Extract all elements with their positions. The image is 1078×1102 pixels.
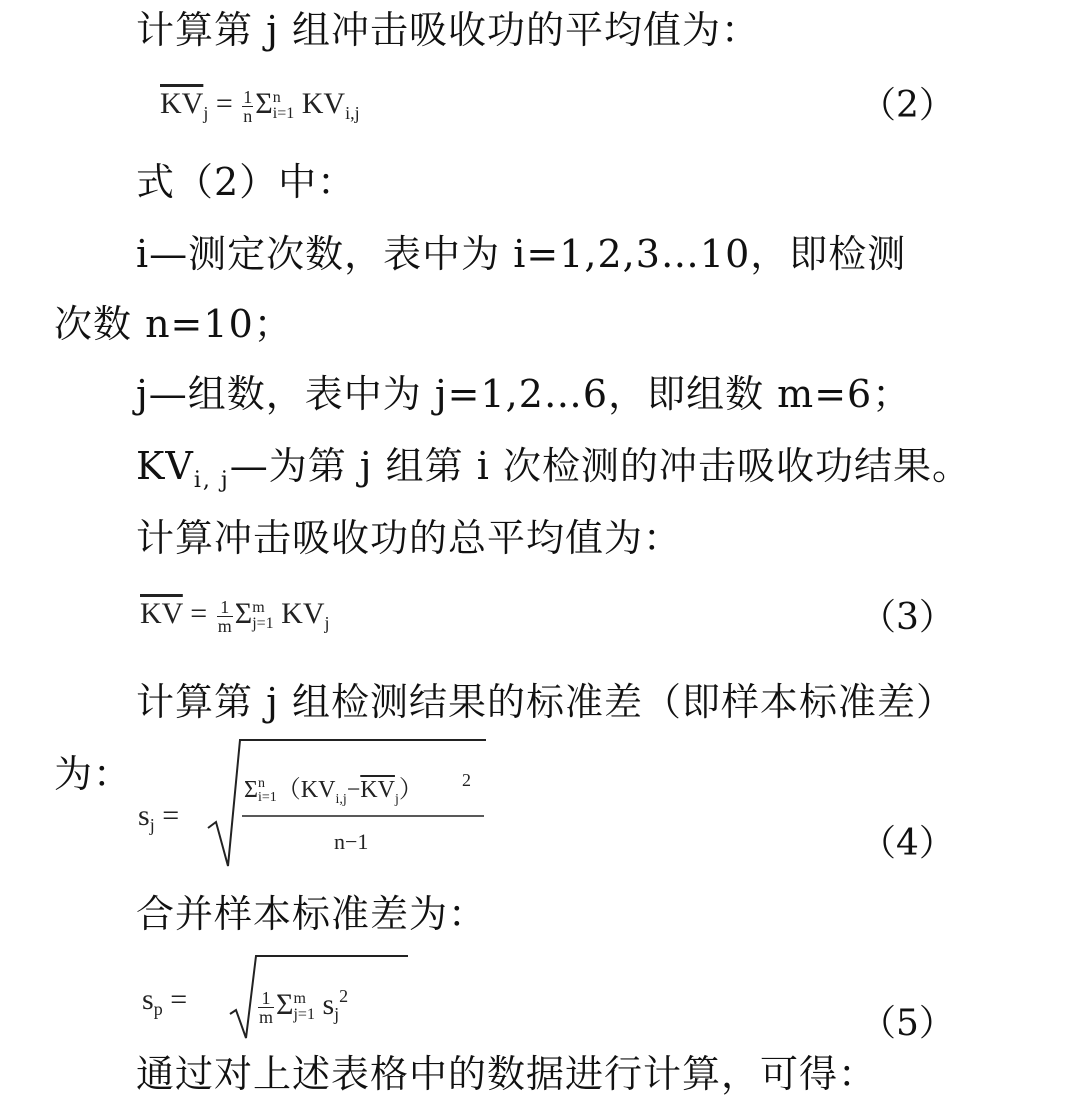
formula-3-limits — [252, 600, 273, 632]
formula-3-lower: j=1 — [252, 615, 274, 633]
formula-5-lhs: s — [142, 983, 154, 1016]
kv-definition-text: —为第 j 组第 i 次检测的冲击吸收功结果。 — [229, 444, 971, 488]
formula-3-term: KV — [281, 597, 325, 630]
formula-5-frac-den: m — [259, 1006, 274, 1027]
formula-4-eq: = — [162, 799, 180, 832]
formula-4-lhs-sub: j — [149, 815, 155, 835]
formula-5-fraction — [258, 989, 274, 1026]
formula-5-upper: m — [293, 990, 306, 1008]
formula-2-frac-den: n — [243, 105, 253, 126]
formula-5-lower: j=1 — [293, 1006, 315, 1024]
formula-4-limits — [258, 777, 277, 805]
text-line-i-definition: i—测定次数，表中为 i=1,2,3…10，即检测 — [136, 232, 907, 276]
formula-2-term: KV — [301, 87, 346, 120]
formula-5-power: 2 — [339, 986, 349, 1006]
formula-2-limits — [273, 90, 294, 122]
formula-2-term-sub: i,j — [345, 103, 360, 123]
formula-2-eq: = — [215, 87, 233, 120]
formula-3-term-sub: j — [324, 613, 330, 633]
formula-5-lhs-group — [142, 980, 187, 1029]
text-line-std-intro: 计算第 j 组检测结果的标准差（即样本标准差） — [136, 680, 955, 724]
formula-5-body — [256, 976, 348, 1034]
formula-3-lhs: $\overline{KV}$ — [140, 597, 183, 630]
formula-5-frac-num: 1 — [258, 989, 274, 1008]
formula-3-fraction — [217, 598, 233, 635]
formula-4-close: ） — [398, 777, 423, 803]
formula-4-a-sub: i,j — [335, 791, 347, 807]
formula-4-upper: n — [257, 776, 265, 792]
text-line-pooled-intro: 合并样本标准差为： — [136, 892, 488, 936]
formula-2-upper: n — [272, 89, 281, 107]
formula-2-sigma: Σ — [255, 87, 273, 120]
text-line-total-mean-intro: 计算冲击吸收功的总平均值为： — [136, 516, 683, 560]
formula-2-lower: i=1 — [272, 105, 295, 123]
equation-number-2: （2） — [860, 85, 955, 126]
text-line-where: 式（2）中： — [136, 160, 357, 204]
text-line-conclusion-intro: 通过对上述表格中的数据进行计算，可得： — [136, 1052, 878, 1096]
formula-2 — [160, 84, 360, 133]
formula-3-sigma: Σ — [234, 597, 253, 630]
kv-symbol-sub: i, j — [193, 468, 230, 493]
formula-3-frac-den: m — [217, 615, 232, 636]
formula-2-frac-num: 1 — [243, 86, 253, 107]
equation-number-5: （5） — [860, 1003, 955, 1044]
formula-4-sigma: Σ — [244, 777, 258, 803]
formula-3-upper: m — [252, 599, 265, 617]
equation-number-4: （4） — [860, 823, 955, 864]
formula-4-power: 2 — [462, 770, 471, 790]
formula-5-limits — [293, 991, 314, 1023]
formula-2-lhs-sub: j — [203, 103, 209, 123]
formula-2-fraction — [242, 88, 253, 125]
formula-4-b: $\overline{KV}$ — [360, 777, 395, 803]
formula-2-lhs: $\overline{KV}$ — [160, 87, 204, 120]
formula-4-minus: − — [346, 777, 361, 803]
text-line-i-definition-cont: 次数 n=10； — [54, 302, 293, 346]
formula-4-lhs: s — [138, 799, 150, 832]
formula-3-eq: = — [190, 597, 208, 630]
formula-3-frac-num: 1 — [217, 598, 233, 617]
formula-4-a: KV — [300, 777, 336, 803]
equation-number-3: （3） — [860, 597, 955, 638]
formula-5-eq: = — [170, 983, 188, 1016]
formula-5-lhs-sub: p — [153, 999, 163, 1019]
formula-5-term: s — [322, 988, 335, 1021]
text-line-std-intro-cont: 为： — [54, 752, 133, 796]
formula-4-open: （ — [276, 777, 301, 803]
formula-5-term-sub: j — [334, 1004, 340, 1024]
text-line-j-definition: j—组数，表中为 j=1,2…6，即组数 m=6； — [136, 372, 912, 416]
formula-4-numerator — [244, 770, 423, 820]
formula-5-sigma: Σ — [276, 988, 294, 1021]
formula-4-lhs-group — [138, 796, 179, 845]
text-line-mean-intro: 计算第 j 组冲击吸收功的平均值为： — [136, 8, 760, 52]
formula-4-b-sub: j — [394, 791, 399, 807]
formula-3 — [140, 594, 330, 643]
kv-symbol: KV — [136, 444, 194, 488]
text-line-kv-definition — [136, 444, 971, 503]
formula-4-denominator: n−1 — [334, 829, 369, 854]
formula-4-lower: i=1 — [257, 790, 277, 806]
